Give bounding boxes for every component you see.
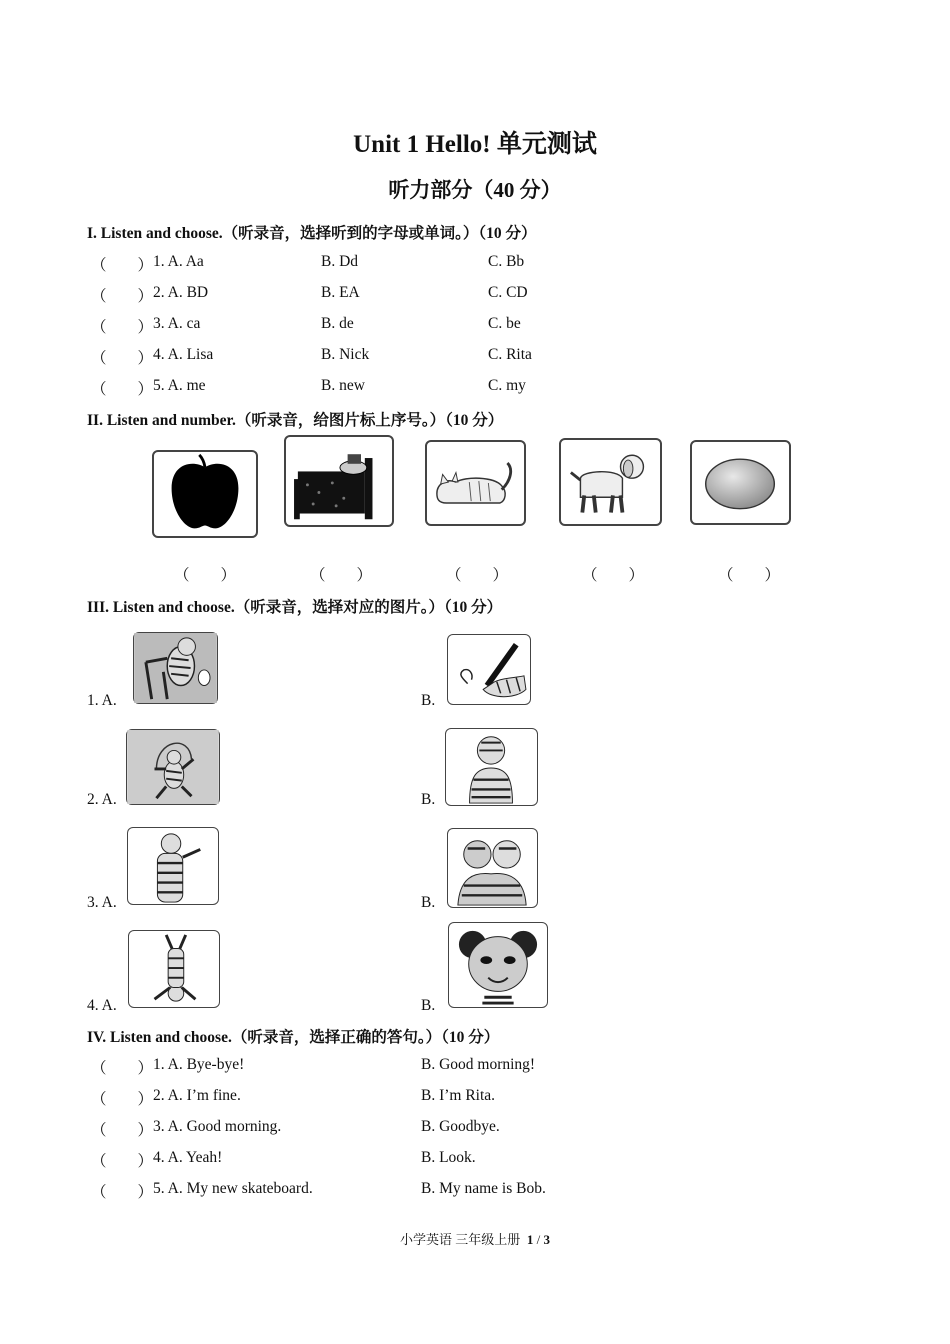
option-c: C. CD — [488, 284, 528, 301]
answer-blank[interactable]: （ ） — [91, 350, 154, 367]
egg-picture — [690, 440, 791, 525]
answer-blank[interactable]: （ ） — [91, 257, 154, 274]
option-b: B. Look. — [421, 1149, 476, 1166]
option-b: B. Good morning! — [421, 1056, 536, 1073]
option-b-label: B. — [421, 791, 436, 808]
option-b: B. Nick — [321, 346, 370, 363]
tiger-sitting-picture[interactable] — [133, 632, 218, 704]
option-b-label: B. — [421, 692, 436, 709]
answer-blank[interactable]: （ ） — [91, 1091, 154, 1108]
option-b: B. new — [321, 377, 365, 394]
option-a: 4. A. Yeah! — [153, 1149, 223, 1166]
option-b: B. EA — [321, 284, 360, 301]
option-b-label: B. — [421, 894, 436, 911]
option-a: 5. A. me — [153, 377, 206, 394]
section-3-heading: III. Listen and choose.（听录音，选择对应的图片。）（10 分） — [87, 599, 503, 616]
cat-picture — [425, 440, 526, 526]
tiger-stand-icon — [128, 828, 218, 904]
bed-icon — [286, 437, 392, 525]
page-title: Unit 1 Hello! 单元测试 — [353, 131, 597, 158]
option-a: 1. A. Aa — [153, 253, 204, 270]
page-separator: / — [533, 1232, 544, 1247]
option-a: 5. A. My new skateboard. — [153, 1180, 313, 1197]
page-number: 1 — [526, 1232, 534, 1247]
answer-blank[interactable]: （ ） — [91, 1122, 154, 1139]
tiger-draw-icon — [448, 635, 530, 704]
tiger-drawing-picture[interactable] — [447, 634, 531, 705]
tigers-hug-icon — [448, 829, 537, 907]
section-4-heading: IV. Listen and choose.（听录音，选择正确的答句。）（10 分） — [87, 1029, 500, 1046]
option-c: C. my — [488, 377, 526, 394]
option-c: C. Bb — [488, 253, 525, 270]
option-a: 3. A. ca — [153, 315, 201, 332]
option-b-label: B. — [421, 997, 436, 1014]
answer-blank[interactable]: （ ） — [91, 1153, 154, 1170]
tiger-handstand-icon — [129, 931, 219, 1007]
option-c: C. Rita — [488, 346, 532, 363]
option-a-label: 2. A. — [87, 791, 117, 808]
cat-icon — [427, 442, 524, 524]
option-a: 4. A. Lisa — [153, 346, 214, 363]
tiger-face-picture[interactable] — [448, 922, 548, 1008]
tiger-jumping-rope-picture[interactable] — [126, 729, 220, 805]
tiger-waving-picture[interactable] — [445, 728, 538, 806]
option-a: 3. A. Good morning. — [153, 1118, 282, 1135]
answer-blank[interactable]: （ ） — [91, 288, 154, 305]
answer-blank[interactable]: （ ） — [91, 319, 154, 336]
tiger-handstand-picture[interactable] — [128, 930, 220, 1008]
page-total: 3 — [543, 1232, 550, 1247]
option-a: 2. A. I’m fine. — [153, 1087, 241, 1104]
tiger-rope-icon — [127, 730, 219, 804]
section-1-heading: I. Listen and choose.（听录音，选择听到的字母或单词。）（10 分） — [87, 225, 537, 242]
option-a-label: 3. A. — [87, 894, 117, 911]
apple-picture — [152, 450, 258, 538]
answer-blank[interactable]: （ ） — [91, 1060, 154, 1077]
option-b: B. de — [321, 315, 354, 332]
option-b: B. I’m Rita. — [421, 1087, 496, 1104]
dog-picture — [559, 438, 662, 526]
page-subtitle: 听力部分（40 分） — [388, 178, 562, 202]
option-b: B. Goodbye. — [421, 1118, 500, 1135]
section-2-heading: II. Listen and number.（听录音，给图片标上序号。）（10 分） — [87, 412, 504, 429]
option-b: B. Dd — [321, 253, 359, 270]
tiger-chair-icon — [134, 633, 217, 703]
option-a-label: 4. A. — [87, 997, 117, 1014]
answer-blank[interactable]: （ ） — [91, 381, 154, 398]
option-c: C. be — [488, 315, 521, 332]
answer-blank[interactable]: （ ） — [718, 567, 781, 584]
dog-icon — [561, 440, 660, 524]
footer-text: 小学英语 三年级上册 — [400, 1232, 521, 1247]
answer-blank[interactable]: （ ） — [446, 567, 509, 584]
tiger-face-icon — [449, 923, 547, 1007]
tiger-standing-picture[interactable] — [127, 827, 219, 905]
answer-blank[interactable]: （ ） — [310, 567, 373, 584]
egg-icon — [692, 442, 789, 523]
answer-blank[interactable]: （ ） — [91, 1184, 154, 1201]
answer-blank[interactable]: （ ） — [582, 567, 645, 584]
tigers-hugging-picture[interactable] — [447, 828, 538, 908]
apple-icon — [154, 452, 256, 536]
option-a: 1. A. Bye-bye! — [153, 1056, 245, 1073]
tiger-wave-icon — [446, 729, 537, 805]
option-a-label: 1. A. — [87, 692, 117, 709]
page-footer — [0, 1229, 950, 1248]
option-b: B. My name is Bob. — [421, 1180, 546, 1197]
option-a: 2. A. BD — [153, 284, 209, 301]
answer-blank[interactable]: （ ） — [174, 567, 237, 584]
bed-picture — [284, 435, 394, 527]
